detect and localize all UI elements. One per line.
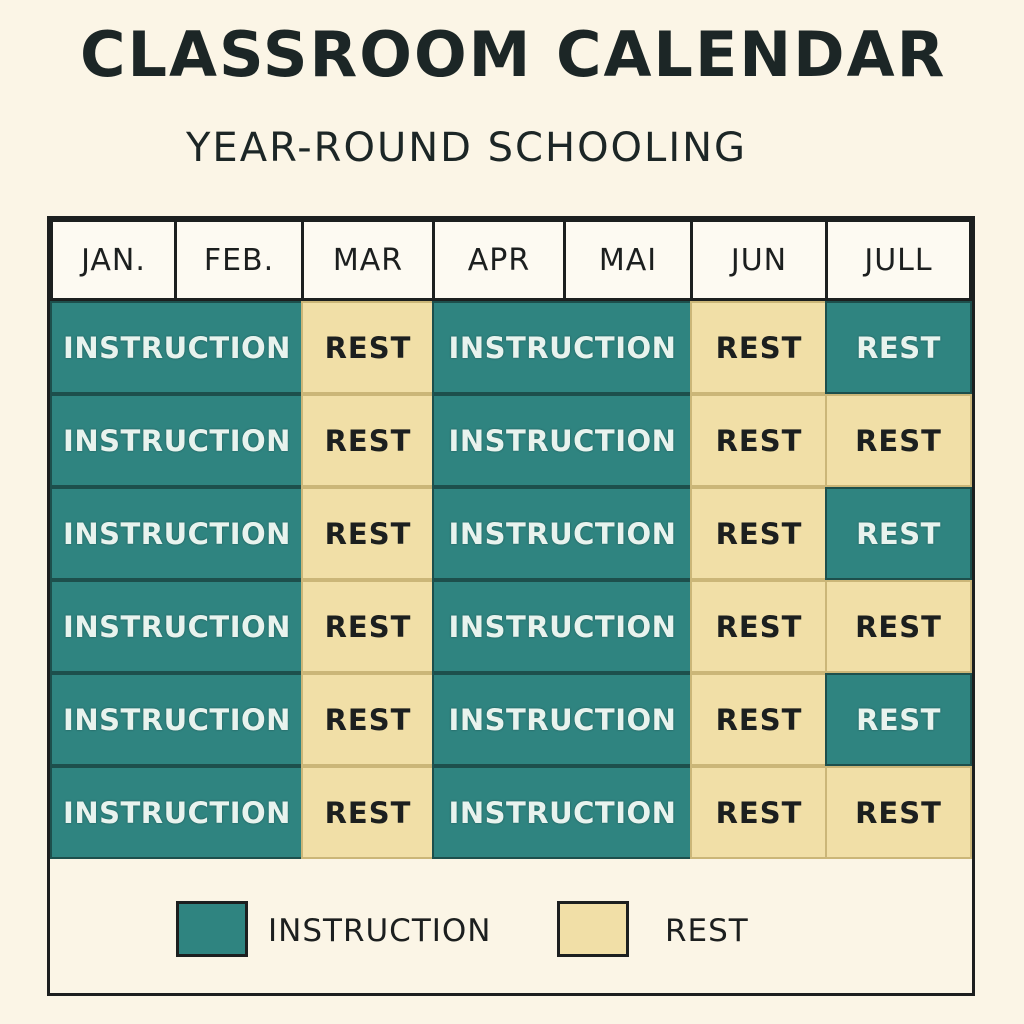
legend-rest-swatch: [557, 901, 629, 957]
cell-row1-jul: REST: [825, 301, 972, 394]
cell-row5-jul: REST: [825, 673, 972, 766]
cell-row4-jul: REST: [825, 580, 972, 673]
cell-row2-rest-mar: REST: [301, 394, 435, 487]
month-header-jun: JUN: [690, 219, 828, 301]
cell-row3-rest-jun: REST: [690, 487, 828, 580]
month-header-jul: JULL: [825, 219, 972, 301]
cell-row3-rest-mar: REST: [301, 487, 435, 580]
cell-row3-instruction-apr-mai: INSTRUCTION: [432, 487, 693, 580]
cell-row5-instruction-jan-feb: INSTRUCTION: [50, 673, 304, 766]
cell-row1-rest-jun: REST: [690, 301, 828, 394]
cell-row4-instruction-jan-feb: INSTRUCTION: [50, 580, 304, 673]
calendar-table: [47, 216, 975, 996]
cell-row1-instruction-apr-mai: INSTRUCTION: [432, 301, 693, 394]
cell-row6-instruction-jan-feb: INSTRUCTION: [50, 766, 304, 859]
cell-row2-jul: REST: [825, 394, 972, 487]
month-header-mai: MAI: [563, 219, 693, 301]
month-header-feb: FEB.: [174, 219, 304, 301]
cell-row3-jul: REST: [825, 487, 972, 580]
month-header-mar: MAR: [301, 219, 435, 301]
cell-row6-jul: REST: [825, 766, 972, 859]
month-header-jan: JAN.: [50, 219, 177, 301]
cell-row2-instruction-jan-feb: INSTRUCTION: [50, 394, 304, 487]
month-header-apr: APR: [432, 219, 566, 301]
cell-row1-instruction-jan-feb: INSTRUCTION: [50, 301, 304, 394]
cell-row6-instruction-apr-mai: INSTRUCTION: [432, 766, 693, 859]
cell-row1-rest-mar: REST: [301, 301, 435, 394]
cell-row4-rest-jun: REST: [690, 580, 828, 673]
cell-row4-instruction-apr-mai: INSTRUCTION: [432, 580, 693, 673]
cell-row6-rest-mar: REST: [301, 766, 435, 859]
legend-instruction-label: INSTRUCTION: [268, 913, 492, 949]
cell-row4-rest-mar: REST: [301, 580, 435, 673]
cell-row6-rest-jun: REST: [690, 766, 828, 859]
legend-rest-label: REST: [665, 913, 749, 949]
cell-row5-instruction-apr-mai: INSTRUCTION: [432, 673, 693, 766]
cell-row5-rest-jun: REST: [690, 673, 828, 766]
cell-row3-instruction-jan-feb: INSTRUCTION: [50, 487, 304, 580]
calendar-subtitle: YEAR-ROUND SCHOOLING: [186, 125, 748, 171]
cell-row2-instruction-apr-mai: INSTRUCTION: [432, 394, 693, 487]
legend-instruction-swatch: [176, 901, 248, 957]
cell-row2-rest-jun: REST: [690, 394, 828, 487]
calendar-title: CLASSROOM CALENDAR: [80, 18, 947, 91]
cell-row5-rest-mar: REST: [301, 673, 435, 766]
